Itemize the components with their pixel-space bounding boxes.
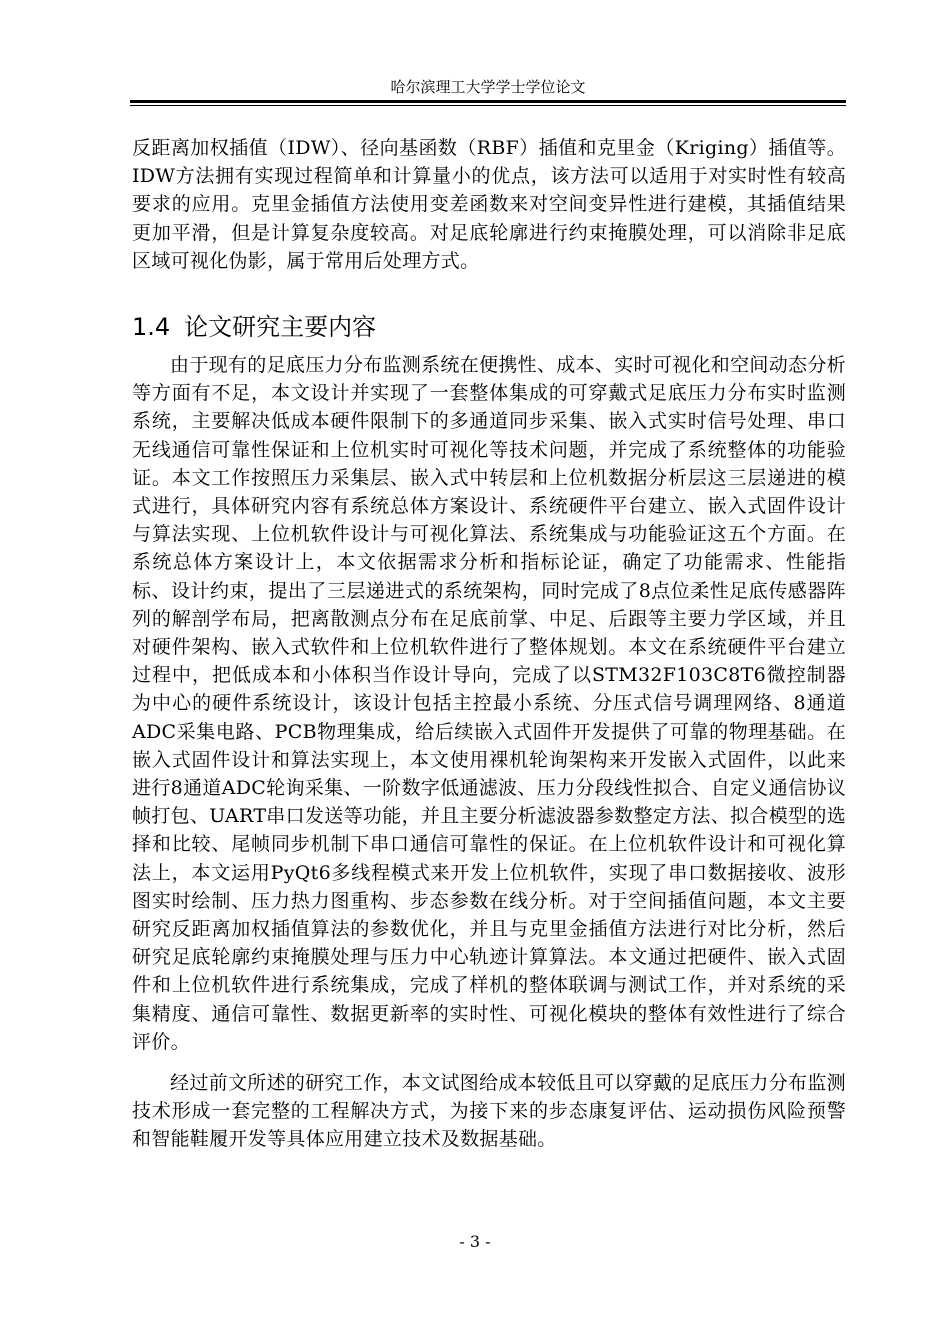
page-number: - 3 - <box>459 1232 491 1251</box>
header-rule-thin <box>130 105 846 106</box>
paragraph-research-content: 由于现有的足底压力分布监测系统在便携性、成本、实时可视化和空间动态分析等方面有不足，本文设计并实现了一套整体集成的可穿戴式足底压力分布实时监测系统，主要解决低成本硬件限制下的多通道同步采集、嵌入式实时信号处理、串口无线通信可靠性保证和上位机实时可视化等技术问题，并完成了系统整体的功能验证。本文工作按照压力采集层、嵌入式中转层和上位机数据分析层这三层递进的模式进行，具体研究内容有系统总体方案设计、系统硬件平台建立、嵌入式固件设计与算法实现、上位机软件设计与可视化算法、系统集成与功能验证这五个方面。在系统总体方案设计上，本文依据需求分析和指标论证，确定了功能需求、性能指标、设计约束，提出了三层递进式的系统架构，同时完成了8点位柔性足底传感器阵列的解剖学布局，把离散测点分布在足底前掌、中足、后跟等主要力学区域，并且对硬件架构、嵌入式软件和上位机软件进行了整体规划。本文在系统硬件平台建立过程中，把低成本和小体积当作设计导向，完成了以STM32F103C8T6微控制器为中心的硬件系统设计，该设计包括主控最小系统、分压式信号调理网络、8通道ADC采集电路、PCB物理集成，给后续嵌入式固件开发提供了可靠的物理基础。在嵌入式固件设计和算法实现上，本文使用裸机轮询架构来开发嵌入式固件，以此来进行8通道ADC轮询采集、一阶数字低通滤波、压力分段线性拟合、自定义通信协议帧打包、UART串口发送等功能，并且主要分析滤波器参数整定方法、拟合模型的选择和比较、尾帧同步机制下串口通信可靠性的保证。在上位机软件设计和可视化算法上，本文运用PyQt6多线程模式来开发上位机软件，实现了串口数据接收、波形图实时绘制、压力热力图重构、步态参数在线分析。对于空间插值问题，本文主要研究反距离加权插值算法的参数优化，并且与克里金插值方法进行对比分析，然后研究足底轮廓约束掩膜处理与压力中心轨迹计算算法。本文通过把硬件、嵌入式固件和上位机软件进行系统集成，完成了样机的整体联调与测试工作，并对系统的采集精度、通信可靠性、数据更新率的实时性、可视化模块的整体有效性进行了综合评价。 <box>132 354 846 1053</box>
paragraph-conclusion: 经过前文所述的研究工作，本文试图给成本较低且可以穿戴的足底压力分布监测技术形成一套完整的工程解决方式，为接下来的步态康复评估、运动损伤风险预警和智能鞋履开发等具体应用建立技术及数据基础。 <box>132 1072 846 1151</box>
paragraph-interpolation-methods: 反距离加权插值（IDW）、径向基函数（RBF）插值和克里金（Kriging）插值等。IDW方法拥有实现过程简单和计算量小的优点，该方法可以适用于对实时性有较高要求的应用。克里金插值方法使用变差函数来对空间变异性进行建模，其插值结果更加平滑，但是计算复杂度较高。对足底轮廓进行约束掩膜处理，可以消除非足底区域可视化伪影，属于常用后处理方式。 <box>132 137 846 272</box>
section-title: 论文研究主要内容 <box>184 313 377 341</box>
section-number: 1.4 <box>132 313 171 341</box>
header-rule-thick <box>130 100 846 103</box>
running-header-title: 哈尔滨理工大学学士学位论文 <box>390 78 586 96</box>
section-heading <box>132 311 376 343</box>
